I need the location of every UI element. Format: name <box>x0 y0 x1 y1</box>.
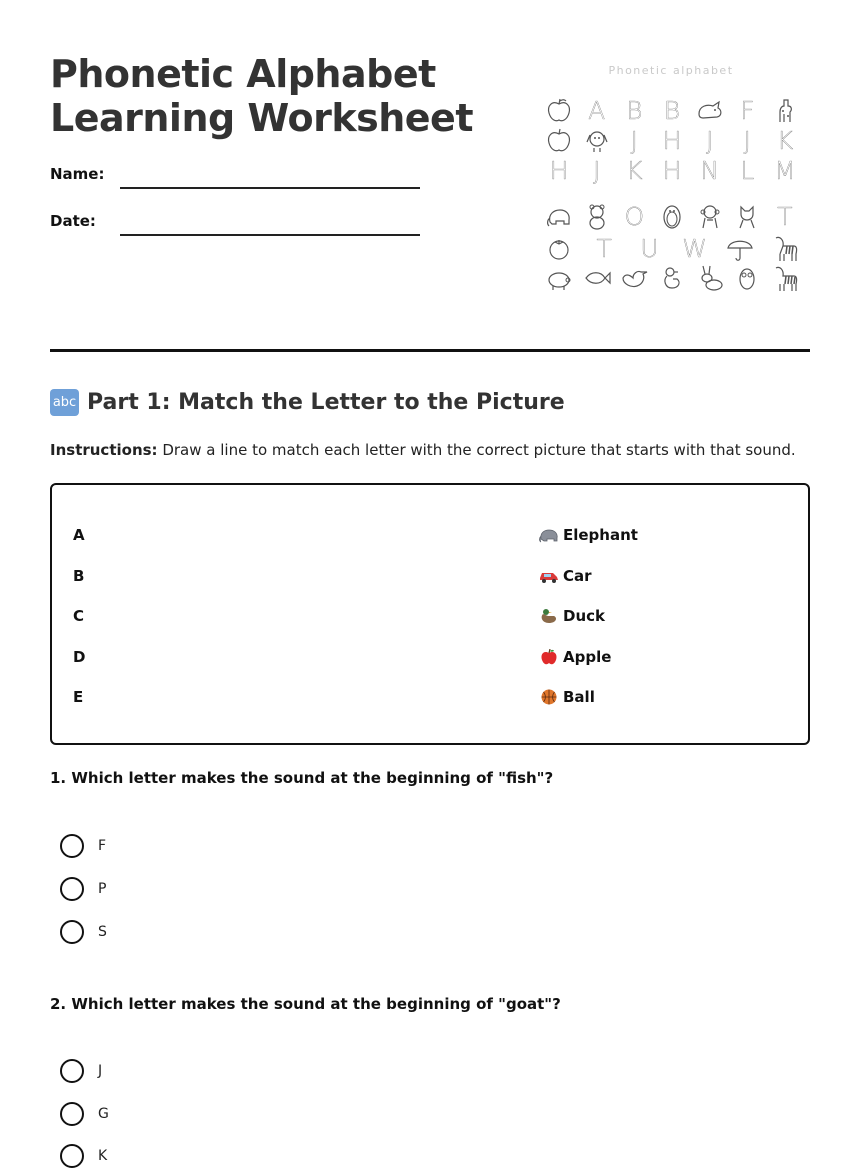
apple-icon <box>539 649 559 665</box>
alphabet-letter: W <box>682 233 707 263</box>
alphabet-letter: K <box>776 125 794 155</box>
car-icon <box>539 568 559 584</box>
question-1-option[interactable] <box>60 920 107 944</box>
alphabet-row <box>544 125 800 155</box>
match-picture <box>539 567 592 585</box>
apple-doodle-icon <box>544 96 574 124</box>
alphabet-row <box>544 263 800 293</box>
part1-title-text: Part 1: Match the Letter to the Picture <box>87 390 565 415</box>
picture-label: Apple <box>563 648 612 666</box>
dog-doodle-icon <box>582 126 612 154</box>
rhino-doodle-icon <box>695 96 725 124</box>
alphabet-letter: L <box>740 155 755 185</box>
alphabet-row <box>544 233 800 263</box>
alphabet-letter: H <box>662 125 682 155</box>
question-1: 1. Which letter makes the sound at the beginning of "fish"? <box>50 769 554 787</box>
match-picture <box>539 607 605 625</box>
date-field[interactable] <box>120 234 420 236</box>
match-letter: B <box>73 567 85 585</box>
pig-doodle-icon <box>544 264 574 292</box>
instructions-text: Draw a line to match each letter with the correct picture that starts with that sound. <box>157 441 796 459</box>
bear-doodle-icon <box>582 202 612 230</box>
alphabet-letter: U <box>640 233 659 263</box>
alphabet-letter: B <box>626 95 643 125</box>
option-label: P <box>98 881 107 897</box>
instructions-label: Instructions: <box>50 441 158 459</box>
radio-button[interactable] <box>60 1102 84 1126</box>
cat-doodle-icon <box>732 202 762 230</box>
alphabet-letter: J <box>743 125 751 155</box>
radio-button[interactable] <box>60 920 84 944</box>
alphabet-letter: H <box>662 155 682 185</box>
alphabet-letter: F <box>740 95 755 125</box>
question-2-option[interactable] <box>60 1102 109 1126</box>
zebra-doodle-icon <box>770 234 800 262</box>
alphabet-row <box>544 155 800 185</box>
penguin-doodle-icon <box>657 202 687 230</box>
alphabet-letter: J <box>630 125 638 155</box>
picture-label: Ball <box>563 688 595 706</box>
bird-doodle-icon <box>619 264 649 292</box>
option-label: J <box>98 1063 103 1079</box>
alphabet-letter: O <box>624 201 645 231</box>
radio-button[interactable] <box>60 1059 84 1083</box>
instructions <box>50 441 796 459</box>
rabbit-doodle-icon <box>695 264 725 292</box>
alphabet-letter: B <box>663 95 681 125</box>
owl-doodle-icon <box>732 264 762 292</box>
radio-button[interactable] <box>60 1144 84 1168</box>
radio-button[interactable] <box>60 877 84 901</box>
alphabet-caption: Phonetic alphabet <box>608 64 734 77</box>
apple-doodle-icon <box>544 126 574 154</box>
alphabet-letter: J <box>592 155 601 185</box>
phonetic-alphabet-image <box>540 62 802 296</box>
giraffe-doodle-icon <box>770 96 800 124</box>
match-letter: D <box>73 648 86 666</box>
elephant-doodle-icon <box>544 202 574 230</box>
match-letter: E <box>73 688 84 706</box>
monkey-doodle-icon <box>695 202 725 230</box>
picture-label: Duck <box>563 607 605 625</box>
worksheet-title <box>50 52 520 140</box>
abc-icon: abc <box>50 389 79 416</box>
tomato-doodle-icon <box>544 234 574 262</box>
elephant-icon <box>539 527 559 543</box>
matching-box <box>50 483 810 745</box>
duck-icon <box>539 608 559 624</box>
alphabet-letter: K <box>626 155 643 185</box>
match-picture <box>539 688 595 706</box>
alphabet-letter: T <box>596 233 612 263</box>
match-letter: A <box>73 526 85 544</box>
fish-doodle-icon <box>582 264 612 292</box>
alphabet-letter: M <box>774 155 796 185</box>
date-label: Date: <box>50 212 96 230</box>
question-2: 2. Which letter makes the sound at the beginning of "goat"? <box>50 995 561 1013</box>
ball-icon <box>539 689 559 705</box>
alphabet-letter: H <box>549 155 569 185</box>
radio-button[interactable] <box>60 834 84 858</box>
picture-label: Car <box>563 567 592 585</box>
part1-title <box>50 389 565 416</box>
picture-label: Elephant <box>563 526 638 544</box>
title-line-2: Learning Worksheet <box>50 96 473 140</box>
umbrella-doodle-icon <box>725 234 755 262</box>
alphabet-row <box>544 95 800 125</box>
question-2-option[interactable] <box>60 1144 107 1168</box>
match-picture <box>539 648 611 666</box>
alphabet-letter: A <box>588 95 606 125</box>
option-label: K <box>98 1148 108 1164</box>
name-label: Name: <box>50 165 105 183</box>
alphabet-letter: N <box>700 155 719 185</box>
name-field[interactable] <box>120 187 420 189</box>
match-picture <box>539 526 638 544</box>
title-line-1: Phonetic Alphabet <box>50 52 436 96</box>
option-label: G <box>98 1106 109 1122</box>
duck-doodle-icon <box>657 264 687 292</box>
question-2-option[interactable] <box>60 1059 102 1083</box>
header-divider <box>50 349 810 352</box>
zebra-doodle-icon <box>770 264 800 292</box>
option-label: S <box>98 924 107 940</box>
question-1-option[interactable] <box>60 834 106 858</box>
option-label: F <box>98 838 107 854</box>
alphabet-letter: J <box>705 125 714 155</box>
question-1-option[interactable] <box>60 877 106 901</box>
alphabet-row <box>544 201 800 231</box>
match-letter: C <box>73 607 85 625</box>
alphabet-letter: T <box>777 201 793 231</box>
